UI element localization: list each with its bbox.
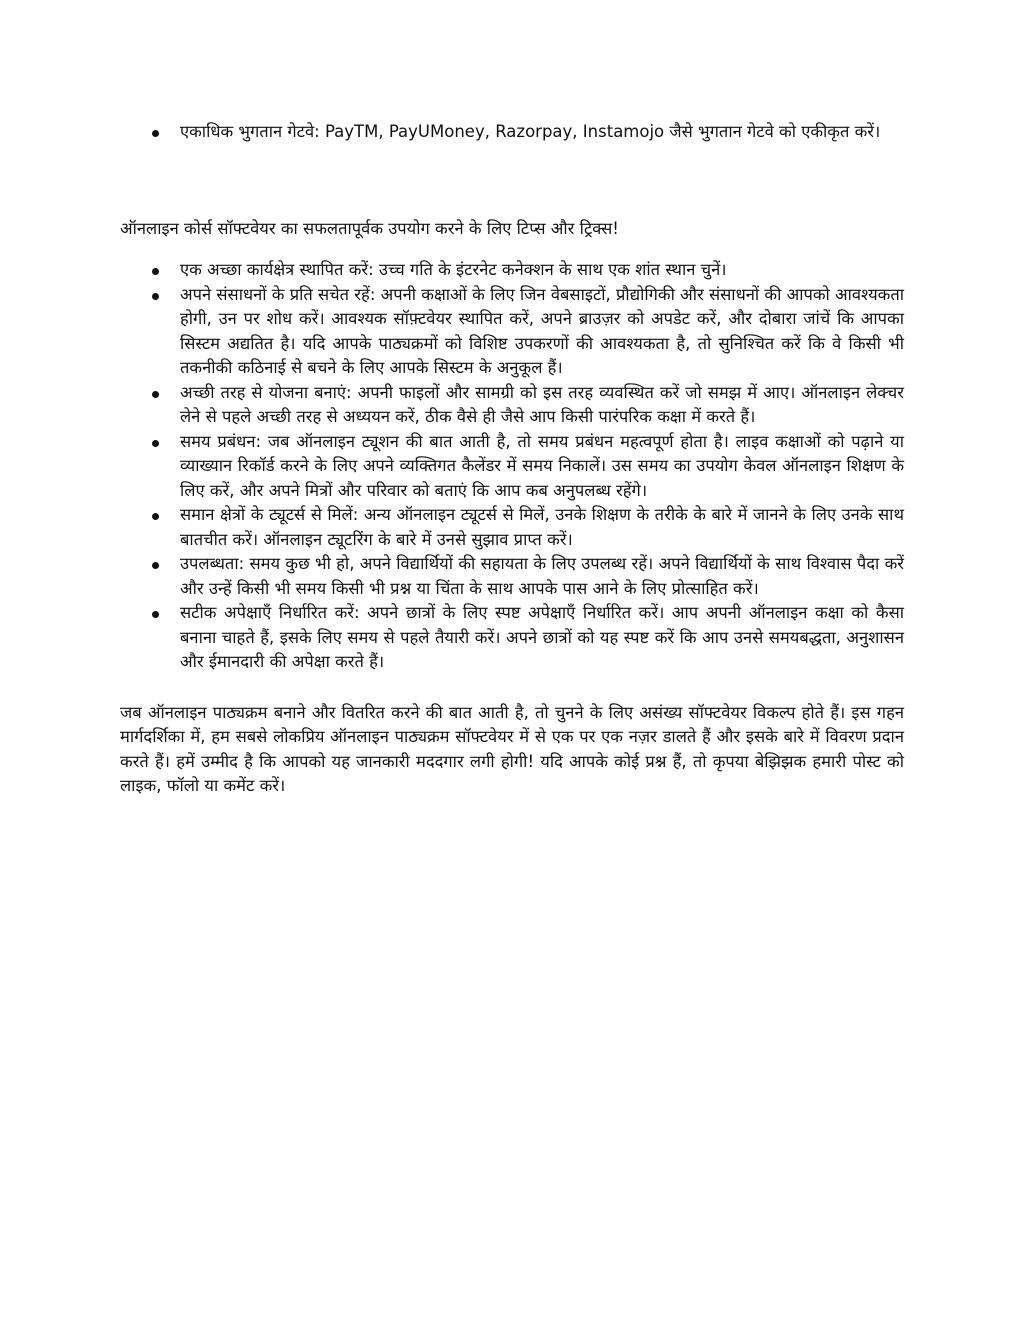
list-item: अच्छी तरह से योजना बनाएं: अपनी फाइलों और सामग्री को इस तरह व्यवस्थित करें जो समझ में आए। ऑनलाइन लेक्चर लेने से पहले अच्छी तरह से अध्ययन करें, ठीक वैसे ही जैसे आप किसी पारंपरिक कक्षा में करते हैं। [180, 381, 904, 430]
list-item: सटीक अपेक्षाएँ निर्धारित करें: अपने छात्रों के लिए स्पष्ट अपेक्षाएँ निर्धारित करें। आप अपनी ऑनलाइन कक्षा को कैसा बनाना चाहते हैं, इसके लिए समय से पहले तैयारी करें। अपने छात्रों को यह स्पष्ट करें कि आप उनसे समयबद्धता, अनुशासन और ईमानदारी की अपेक्षा करते हैं। [180, 601, 904, 675]
list-item: उपलब्धता: समय कुछ भी हो, अपने विद्यार्थियों की सहायता के लिए उपलब्ध रहें। अपने विद्यार्थियों के साथ विश्वास पैदा करें और उन्हें किसी भी समय किसी भी प्रश्न या चिंता के साथ आपके पास आने के लिए प्रोत्साहित करें। [180, 552, 904, 601]
list-item: समय प्रबंधन: जब ऑनलाइन ट्यूशन की बात आती है, तो समय प्रबंधन महत्वपूर्ण होता है। लाइव कक्षाओं को पढ़ाने या व्याख्यान रिकॉर्ड करने के लिए अपने व्यक्तिगत कैलेंडर में समय निकालें। उस समय का उपयोग केवल ऑनलाइन शिक्षण के लिए करें, और अपने मित्रों और परिवार को बताएं कि आप कब अनुपलब्ध रहेंगे। [180, 430, 904, 504]
tips-bullet-list [120, 258, 904, 675]
list-item: एक अच्छा कार्यक्षेत्र स्थापित करें: उच्च गति के इंटरनेट कनेक्शन के साथ एक शांत स्थान चुनें। [180, 258, 904, 283]
document-body [120, 112, 904, 799]
list-item: एकाधिक भुगतान गेटवे: PayTM, PayUMoney, Razorpay, Instamojo जैसे भुगतान गेटवे को एकीकृत करें। [180, 120, 904, 145]
tips-heading: ऑनलाइन कोर्स सॉफ्टवेयर का सफलतापूर्वक उपयोग करने के लिए टिप्स और ट्रिक्स! [120, 218, 619, 238]
list-item: समान क्षेत्रों के ट्यूटर्स से मिलें: अन्य ऑनलाइन ट्यूटर्स से मिलें, उनके शिक्षण के तरीके के बारे में जानने के लिए उनके साथ बातचीत करें। ऑनलाइन ट्यूटरिंग के बारे में उनसे सुझाव प्राप्त करें। [180, 503, 904, 552]
list-item: अपने संसाधनों के प्रति सचेत रहें: अपनी कक्षाओं के लिए जिन वेबसाइटों, प्रौद्योगिकी और संसाधनों की आपको आवश्यकता होगी, उन पर शोध करें। आवश्यक सॉफ़्टवेयर स्थापित करें, अपने ब्राउज़र को अपडेट करें, और दोबारा जांचें कि आपका सिस्टम अद्यतित है। यदि आपके पाठ्यक्रमों को विशिष्ट उपकरणों की आवश्यकता है, तो सुनिश्चित करें कि वे किसी भी तकनीकी कठिनाई से बचने के लिए आपके सिस्टम के अनुकूल हैं। [180, 283, 904, 381]
closing-paragraph: जब ऑनलाइन पाठ्यक्रम बनाने और वितरित करने की बात आती है, तो चुनने के लिए असंख्य सॉफ्टवेयर विकल्प होते हैं। इस गहन मार्गदर्शिका में, हम सबसे लोकप्रिय ऑनलाइन पाठ्यक्रम सॉफ्टवेयर में से एक पर एक नज़र डालते हैं और इसके बारे में विवरण प्रदान करते हैं। हमें उम्मीद है कि आपको यह जानकारी मददगार लगी होगी! यदि आपके कोई प्रश्न हैं, तो कृपया बेझिझक हमारी पोस्ट को लाइक, फॉलो या कमेंट करें। [120, 702, 904, 795]
intro-bullet-list [120, 120, 904, 145]
